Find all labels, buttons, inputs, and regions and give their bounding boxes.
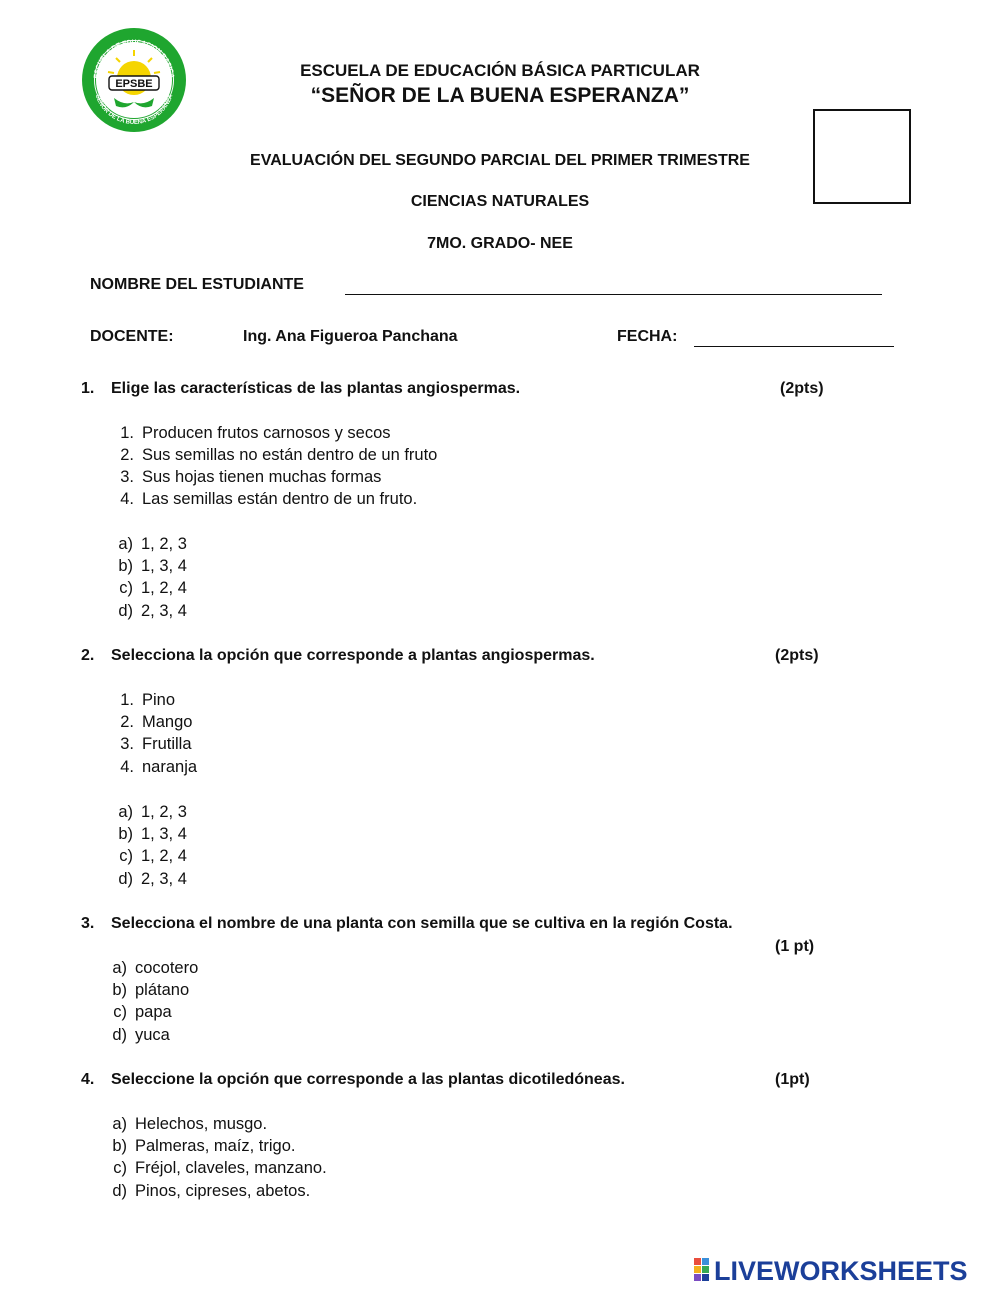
teacher-label: DOCENTE: xyxy=(90,328,174,345)
score-box[interactable] xyxy=(813,109,911,204)
statement-item: 3. Frutilla xyxy=(120,735,192,753)
statement-item: 2. Mango xyxy=(120,713,193,731)
liveworksheets-logo[interactable] xyxy=(692,1252,992,1286)
statement-item: 2. Sus semillas no están dentro de un fruto xyxy=(120,446,438,464)
question-text: Elige las características de las plantas angiospermas. xyxy=(111,380,521,397)
question-text: Seleccione la opción que corresponde a las plantas dicotiledóneas. xyxy=(111,1071,625,1088)
svg-text:ESCUELA DE EDUCACION BASICA: ESCUELA DE EDUCACION BASICA xyxy=(92,38,176,79)
statement-item: 1. Producen frutos carnosos y secos xyxy=(120,424,391,442)
answer-option[interactable]: d) Pinos, cipreses, abetos. xyxy=(112,1182,311,1200)
liveworksheets-icon xyxy=(694,1258,709,1281)
date-field[interactable] xyxy=(694,328,894,347)
svg-text:SEÑOR DE LA BUENA ESPERANZA: SEÑOR DE LA BUENA ESPERANZA xyxy=(93,93,175,127)
statement-item: 1. Pino xyxy=(120,691,176,709)
question-points: (2pts) xyxy=(775,647,819,664)
answer-option[interactable]: c) 1, 2, 4 xyxy=(119,579,187,597)
grade-title: 7MO. GRADO- NEE xyxy=(427,235,573,252)
answer-option[interactable]: d) yuca xyxy=(112,1026,170,1044)
school-motto: “SEÑOR DE LA BUENA ESPERANZA” xyxy=(310,84,690,107)
answer-option[interactable]: c) papa xyxy=(113,1003,172,1021)
answer-option[interactable]: b) Palmeras, maíz, trigo. xyxy=(112,1137,296,1155)
question-number: 4. xyxy=(81,1071,95,1088)
statement-item: 4. naranja xyxy=(120,758,198,776)
exam-title: EVALUACIÓN DEL SEGUNDO PARCIAL DEL PRIMER TRIMESTRE xyxy=(250,152,750,169)
question-number: 2. xyxy=(81,647,95,664)
question-points: (2pts) xyxy=(780,380,824,397)
date-label: FECHA: xyxy=(617,328,678,345)
question-number: 1. xyxy=(81,380,95,397)
question-number: 3. xyxy=(81,915,95,932)
question-points: (1 pt) xyxy=(775,938,815,955)
statement-item: 3. Sus hojas tienen muchas formas xyxy=(120,468,382,486)
answer-option[interactable]: d) 2, 3, 4 xyxy=(118,870,187,888)
answer-option[interactable]: a) Helechos, musgo. xyxy=(112,1115,268,1133)
answer-option[interactable]: c) 1, 2, 4 xyxy=(119,847,187,865)
school-name: ESCUELA DE EDUCACIÓN BÁSICA PARTICULAR xyxy=(300,61,700,80)
answer-option[interactable]: a) 1, 2, 3 xyxy=(118,803,187,821)
answer-option[interactable]: b) plátano xyxy=(112,981,190,999)
question-text: Selecciona el nombre de una planta con semilla que se cultiva en la región Costa. xyxy=(111,915,733,932)
subject-title: CIENCIAS NATURALES xyxy=(410,193,590,210)
svg-text:EPSBE: EPSBE xyxy=(115,78,153,90)
teacher-name: Ing. Ana Figueroa Panchana xyxy=(243,328,458,345)
question-text: Selecciona la opción que corresponde a plantas angiospermas. xyxy=(111,647,595,664)
question-points: (1pt) xyxy=(775,1071,810,1088)
answer-option[interactable]: c) Fréjol, claveles, manzano. xyxy=(113,1159,327,1177)
student-name-label: NOMBRE DEL ESTUDIANTE xyxy=(90,276,304,293)
answer-option[interactable]: a) 1, 2, 3 xyxy=(118,535,187,553)
answer-option[interactable]: d) 2, 3, 4 xyxy=(118,602,187,620)
svg-text:LIVEWORKSHEETS: LIVEWORKSHEETS xyxy=(714,1256,968,1286)
student-name-field[interactable] xyxy=(345,276,882,295)
answer-option[interactable]: b) 1, 3, 4 xyxy=(118,557,187,575)
statement-item: 4. Las semillas están dentro de un fruto. xyxy=(120,490,418,508)
answer-option[interactable]: a) cocotero xyxy=(112,959,199,977)
answer-option[interactable]: b) 1, 3, 4 xyxy=(118,825,187,843)
